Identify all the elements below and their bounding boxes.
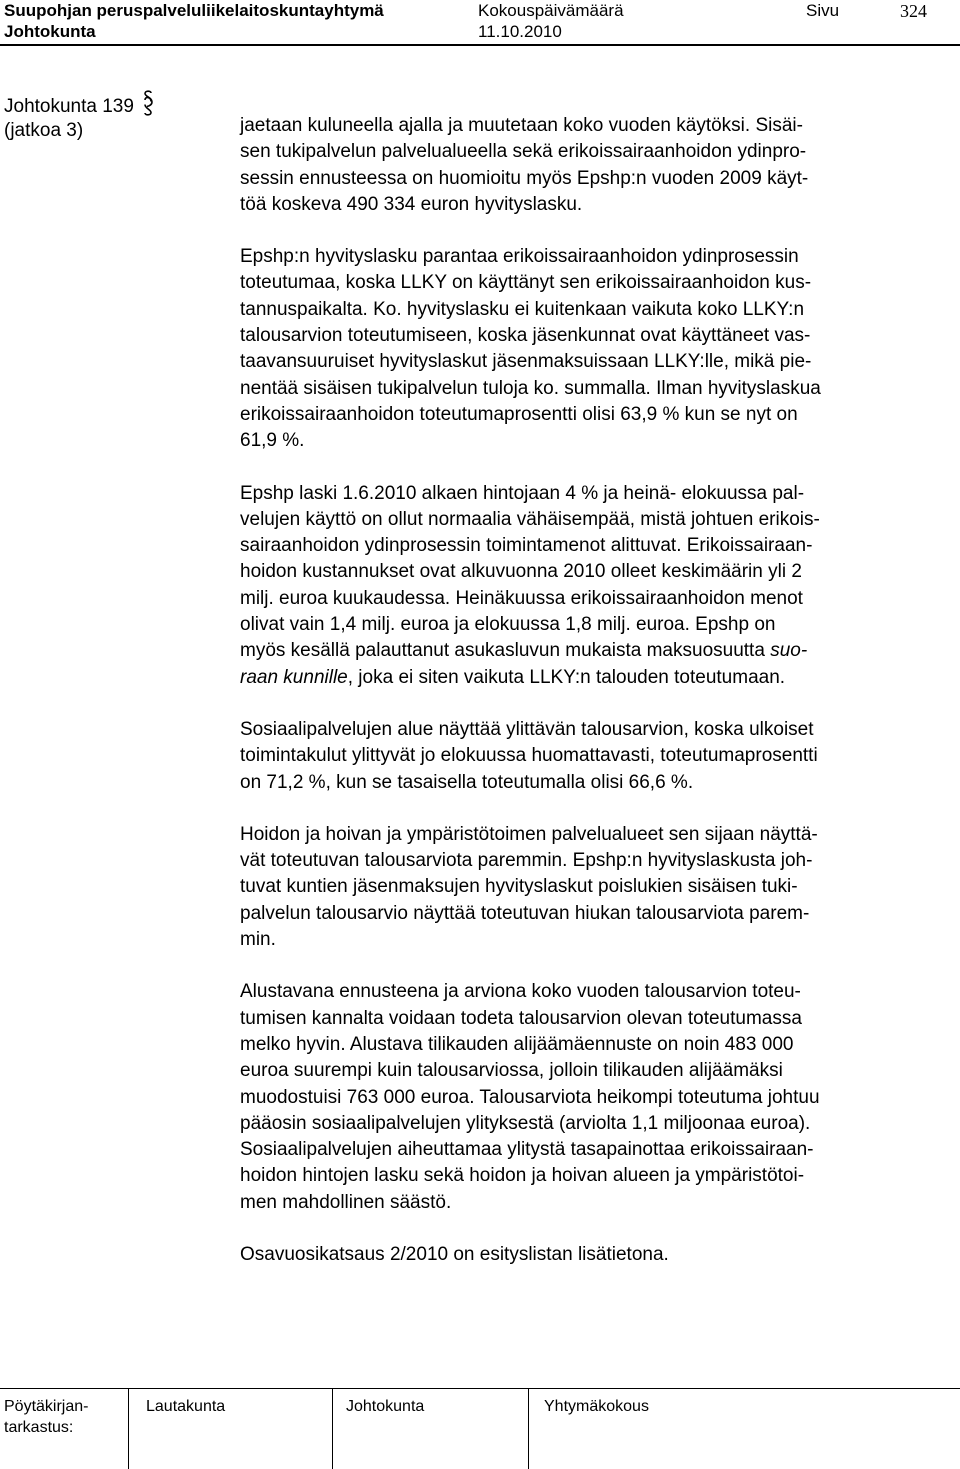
text-line: Osavuosikatsaus 2/2010 on esityslistan lisätietona.	[240, 1243, 669, 1265]
paragraph-3	[240, 481, 940, 691]
footer-executive-label: Johtokunta	[346, 1398, 425, 1415]
meeting-date-label: Kokouspäivämäärä	[478, 1, 624, 20]
text-line: Epshp:n hyvityslasku parantaa erikoissairaanhoidon ydinprosessin	[240, 246, 799, 268]
italic-text: suo-	[770, 640, 808, 662]
text-line: min.	[240, 929, 276, 951]
text-line: melko hyvin. Alustava tilikauden alijäämäennuste on noin 483 000	[240, 1033, 794, 1055]
text-line: jaetaan kuluneella ajalla ja muutetaan koko vuoden käytöksi. Sisäi-	[240, 115, 803, 136]
text-line: , joka ei siten vaikuta LLKY:n talouden toteutumaan.	[347, 666, 786, 688]
footer-divider	[0, 1388, 960, 1389]
text-line: Alustavana ennusteena ja arviona koko vuoden talousarvion toteu-	[240, 981, 801, 1003]
text-line: hoidon hintojen lasku sekä hoidon ja hoivan alueen ja ympäristötoi-	[240, 1165, 805, 1187]
text-line: velujen käyttö on ollut normaalia vähäisempää, mistä johtuen erikois-	[240, 508, 820, 530]
text-line: myös kesällä palauttanut asukasluvun mukaista maksuosuutta	[240, 640, 771, 662]
text-line: sessin ennusteessa on huomioitu myös Epshp:n vuoden 2009 käyt-	[240, 167, 809, 189]
footer-cell-assembly	[528, 1388, 529, 1469]
page-number: 324	[900, 1, 927, 21]
text-line: palvelun talousarvio näyttää toteutuvan hiukan talousarviota parem-	[240, 902, 810, 924]
body-text	[240, 113, 940, 1268]
text-line: euroa suurempi kuin talousarviossa, jolloin tilikauden alijäämäksi	[240, 1060, 783, 1082]
paragraph-4	[240, 717, 940, 796]
page-label: Sivu	[806, 1, 840, 20]
text-line: 61,9 %.	[240, 430, 305, 452]
text-line: sen tukipalvelun palvelualueella sekä erikoissairaanhoidon ydinpro-	[240, 141, 807, 163]
text-line: toteutumaa, koska LLKY on käyttänyt sen erikoissairaanhoidon kus-	[240, 272, 812, 294]
text-line: Sosiaalipalvelujen aiheuttamaa ylitystä tasapainottaa erikoissairaan-	[240, 1139, 814, 1161]
text-line: talousarvion toteutumiseen, koska jäsenkunnat ovat käyttäneet vas-	[240, 325, 811, 347]
text-line: hoidon kustannukset ovat alkuvuonna 2010 olleet keskimäärin yli 2	[240, 561, 802, 583]
text-line: Sosiaalipalvelujen alue näyttää ylittävän talousarvion, koska ulkoiset	[240, 718, 814, 740]
paragraph-2	[240, 244, 940, 454]
text-line: erikoissairaanhoidon toteutumaprosentti olisi 63,9 % kun se nyt on	[240, 403, 798, 425]
paragraph-5	[240, 822, 940, 953]
text-line: milj. euroa kuukaudessa. Heinäkuussa erikoissairaanhoidon menot	[240, 587, 803, 609]
text-line: tumisen kannalta voidaan todeta talousarvion olevan toteutumassa	[240, 1007, 802, 1029]
minutes-check-label	[4, 1396, 88, 1438]
footer-cell-executive	[332, 1388, 333, 1469]
section-title: Johtokunta 139	[4, 96, 134, 118]
text-line: sairaanhoidon ydinprosessin toimintamenot alittuvat. Erikoissairaan-	[240, 535, 813, 557]
footer-board-label: Lautakunta	[146, 1398, 226, 1415]
check-label-line: Pöytäkirjan-	[4, 1398, 89, 1415]
text-line: Hoidon ja hoivan ja ympäristötoimen palvelualueet sen sijaan näyttä-	[240, 823, 818, 845]
body-name: Johtokunta	[4, 22, 96, 41]
footer-cell-board	[128, 1388, 129, 1469]
text-line: vät toteutuvan talousarviota paremmin. Epshp:n hyvityslaskusta joh-	[240, 850, 813, 872]
paragraph-7	[240, 1242, 940, 1268]
text-line: taavansuuruiset hyvityslaskut jäsenmaksuissaan LLKY:lle, mikä pie-	[240, 351, 812, 373]
text-line: men mahdollinen säästö.	[240, 1191, 452, 1213]
paragraph-1	[240, 113, 940, 218]
paragraph-section-icon	[142, 90, 154, 124]
text-line: nentää sisäisen tukipalvelun tuloja ko. summalla. Ilman hyvityslaskua	[240, 377, 821, 399]
footer-assembly-label: Yhtymäkokous	[544, 1398, 649, 1415]
text-line: tuvat kuntien jäsenmaksujen hyvityslaskut poislukien sisäisen tuki-	[240, 876, 798, 898]
text-line: Epshp laski 1.6.2010 alkaen hintojaan 4 % ja heinä- elokuussa pal-	[240, 482, 805, 504]
text-line: muodostuisi 763 000 euroa. Talousarviota heikompi toteutuma johtuu	[240, 1086, 820, 1108]
check-label-line: tarkastus:	[4, 1419, 74, 1436]
text-line: tannuspaikalta. Ko. hyvityslasku ei kuitenkaan vaikuta koko LLKY:n	[240, 298, 805, 320]
text-line: töä koskeva 490 334 euron hyvityslasku.	[240, 193, 583, 215]
meeting-date: 11.10.2010	[478, 22, 562, 41]
header-divider	[0, 44, 960, 46]
text-line: on 71,2 %, kun se tasaisella toteutumalla olisi 66,6 %.	[240, 771, 694, 793]
continuation-label: (jatkoa 3)	[4, 120, 84, 141]
text-line: pääosin sosiaalipalvelujen ylityksestä (arviolta 1,1 miljoonaa euroa).	[240, 1112, 811, 1134]
paragraph-6	[240, 979, 940, 1216]
italic-text: raan kunnille	[240, 666, 348, 688]
text-line: toimintakulut ylittyvät jo elokuussa huomattavasti, toteutumaprosentti	[240, 745, 818, 767]
text-line: olivat vain 1,4 milj. euroa ja elokuussa 1,8 milj. euroa. Epshp on	[240, 614, 776, 636]
organization-name: Suupohjan peruspalveluliikelaitoskuntayhtymä	[4, 1, 384, 20]
